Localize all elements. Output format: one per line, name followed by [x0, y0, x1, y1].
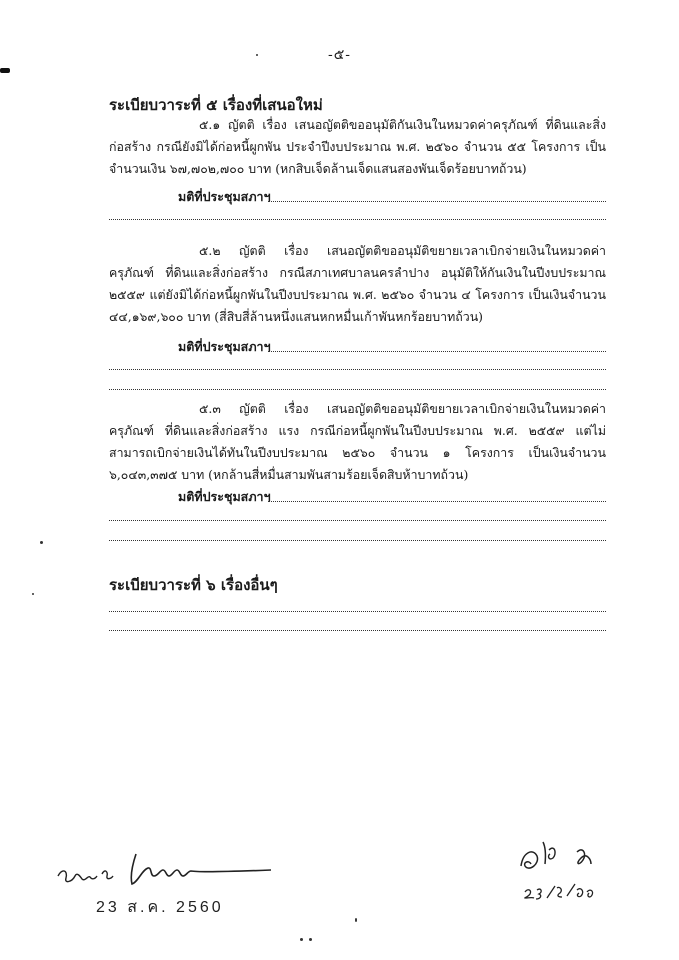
handwritten-signature-left [50, 846, 290, 896]
scan-speck [355, 918, 357, 922]
page-number: -๕- [327, 47, 352, 63]
scan-speck [32, 593, 34, 595]
item-5-3-resolution-line-1 [268, 501, 606, 502]
agenda-6-heading: ระเบียบวาระที่ ๖ เรื่องอื่นๆ [109, 576, 278, 594]
item-5-3-text: ๕.๓ ญัตติ เรื่อง เสนอญัตติขออนุมัติขยายเวลาเบิกจ่ายเงินในหมวดค่าครุภัณฑ์ ที่ดินและสิ่งก่อสร้าง แรง กรณีก่อหนี้ผูกพันในปีงบประมาณ พ.ศ. ๒๕๕๙ แต่ไม่สามารถเบิกจ่ายเงินได้ทันในปีงบประมาณ ๒๕๖๐ จำนวน ๑ โครงการ เป็นเงินจำนวน ๖,๐๔๓,๓๗๕ บาท (หกล้านสี่หมื่นสามพันสามร้อยเจ็ดสิบห้าบาทถ้วน) [109, 401, 606, 482]
item-5-3-resolution-line-2 [109, 520, 606, 521]
item-5-2-resolution-label: มติที่ประชุมสภาฯ [178, 339, 271, 354]
scan-edge-mark [0, 68, 10, 73]
item-5-2 [109, 240, 606, 328]
agenda-6-line-1 [109, 611, 606, 612]
item-5-3-resolution-label: มติที่ประชุมสภาฯ [178, 489, 271, 504]
scan-speck [40, 541, 43, 544]
item-5-3-resolution-line-3 [109, 540, 606, 541]
item-5-1-resolution-line-2 [109, 219, 606, 220]
item-5-1-resolution-label: มติที่ประชุมสภาฯ [178, 189, 271, 204]
handwritten-initials-right [515, 838, 655, 908]
item-5-3 [109, 398, 606, 486]
item-5-2-resolution-line-1 [268, 351, 606, 352]
agenda-5-heading: ระเบียบวาระที่ ๕ เรื่องที่เสนอใหม่ [109, 96, 323, 114]
agenda-6-line-2 [109, 630, 606, 631]
item-5-2-resolution-line-2 [109, 369, 606, 370]
item-5-2-resolution-line-3 [109, 389, 606, 390]
scan-speck [300, 938, 303, 941]
item-5-2-text: ๕.๒ ญัตติ เรื่อง เสนอญัตติขออนุมัติขยายเวลาเบิกจ่ายเงินในหมวดค่าครุภัณฑ์ ที่ดินและสิ่งก่อสร้าง กรณีสภาเทศบาลนครลำปาง อนุมัติให้กันเงินในปีงบประมาณ ๒๕๕๙ แต่ยังมิได้ก่อหนี้ผูกพันในปีงบประมาณ พ.ศ. ๒๕๖๐ จำนวน ๔ โครงการ เป็นเงินจำนวน ๔๔,๑๖๙,๖๐๐ บาท (สี่สิบสี่ล้านหนึ่งแสนหกหมื่นเก้าพันหกร้อยบาทถ้วน) [109, 243, 606, 324]
item-5-1-text: ๕.๑ ญัตติ เรื่อง เสนอญัตติขออนุมัติกันเงินในหมวดค่าครุภัณฑ์ ที่ดินและสิ่งก่อสร้าง กรณียังมิได้ก่อหนี้ผูกพัน ประจำปีงบประมาณ พ.ศ. ๒๕๖๐ จำนวน ๕๕ โครงการ เป็นจำนวนเงิน ๖๗,๗๐๒,๗๐๐ บาท (หกสิบเจ็ดล้านเจ็ดแสนสองพันเจ็ดร้อยบาทถ้วน) [109, 117, 606, 176]
item-5-1 [109, 114, 606, 180]
item-5-1-resolution-line-1 [268, 201, 606, 202]
scan-speck [256, 54, 258, 56]
scan-speck [309, 938, 312, 941]
date-stamp: 23 ส.ค. 2560 [96, 899, 224, 916]
